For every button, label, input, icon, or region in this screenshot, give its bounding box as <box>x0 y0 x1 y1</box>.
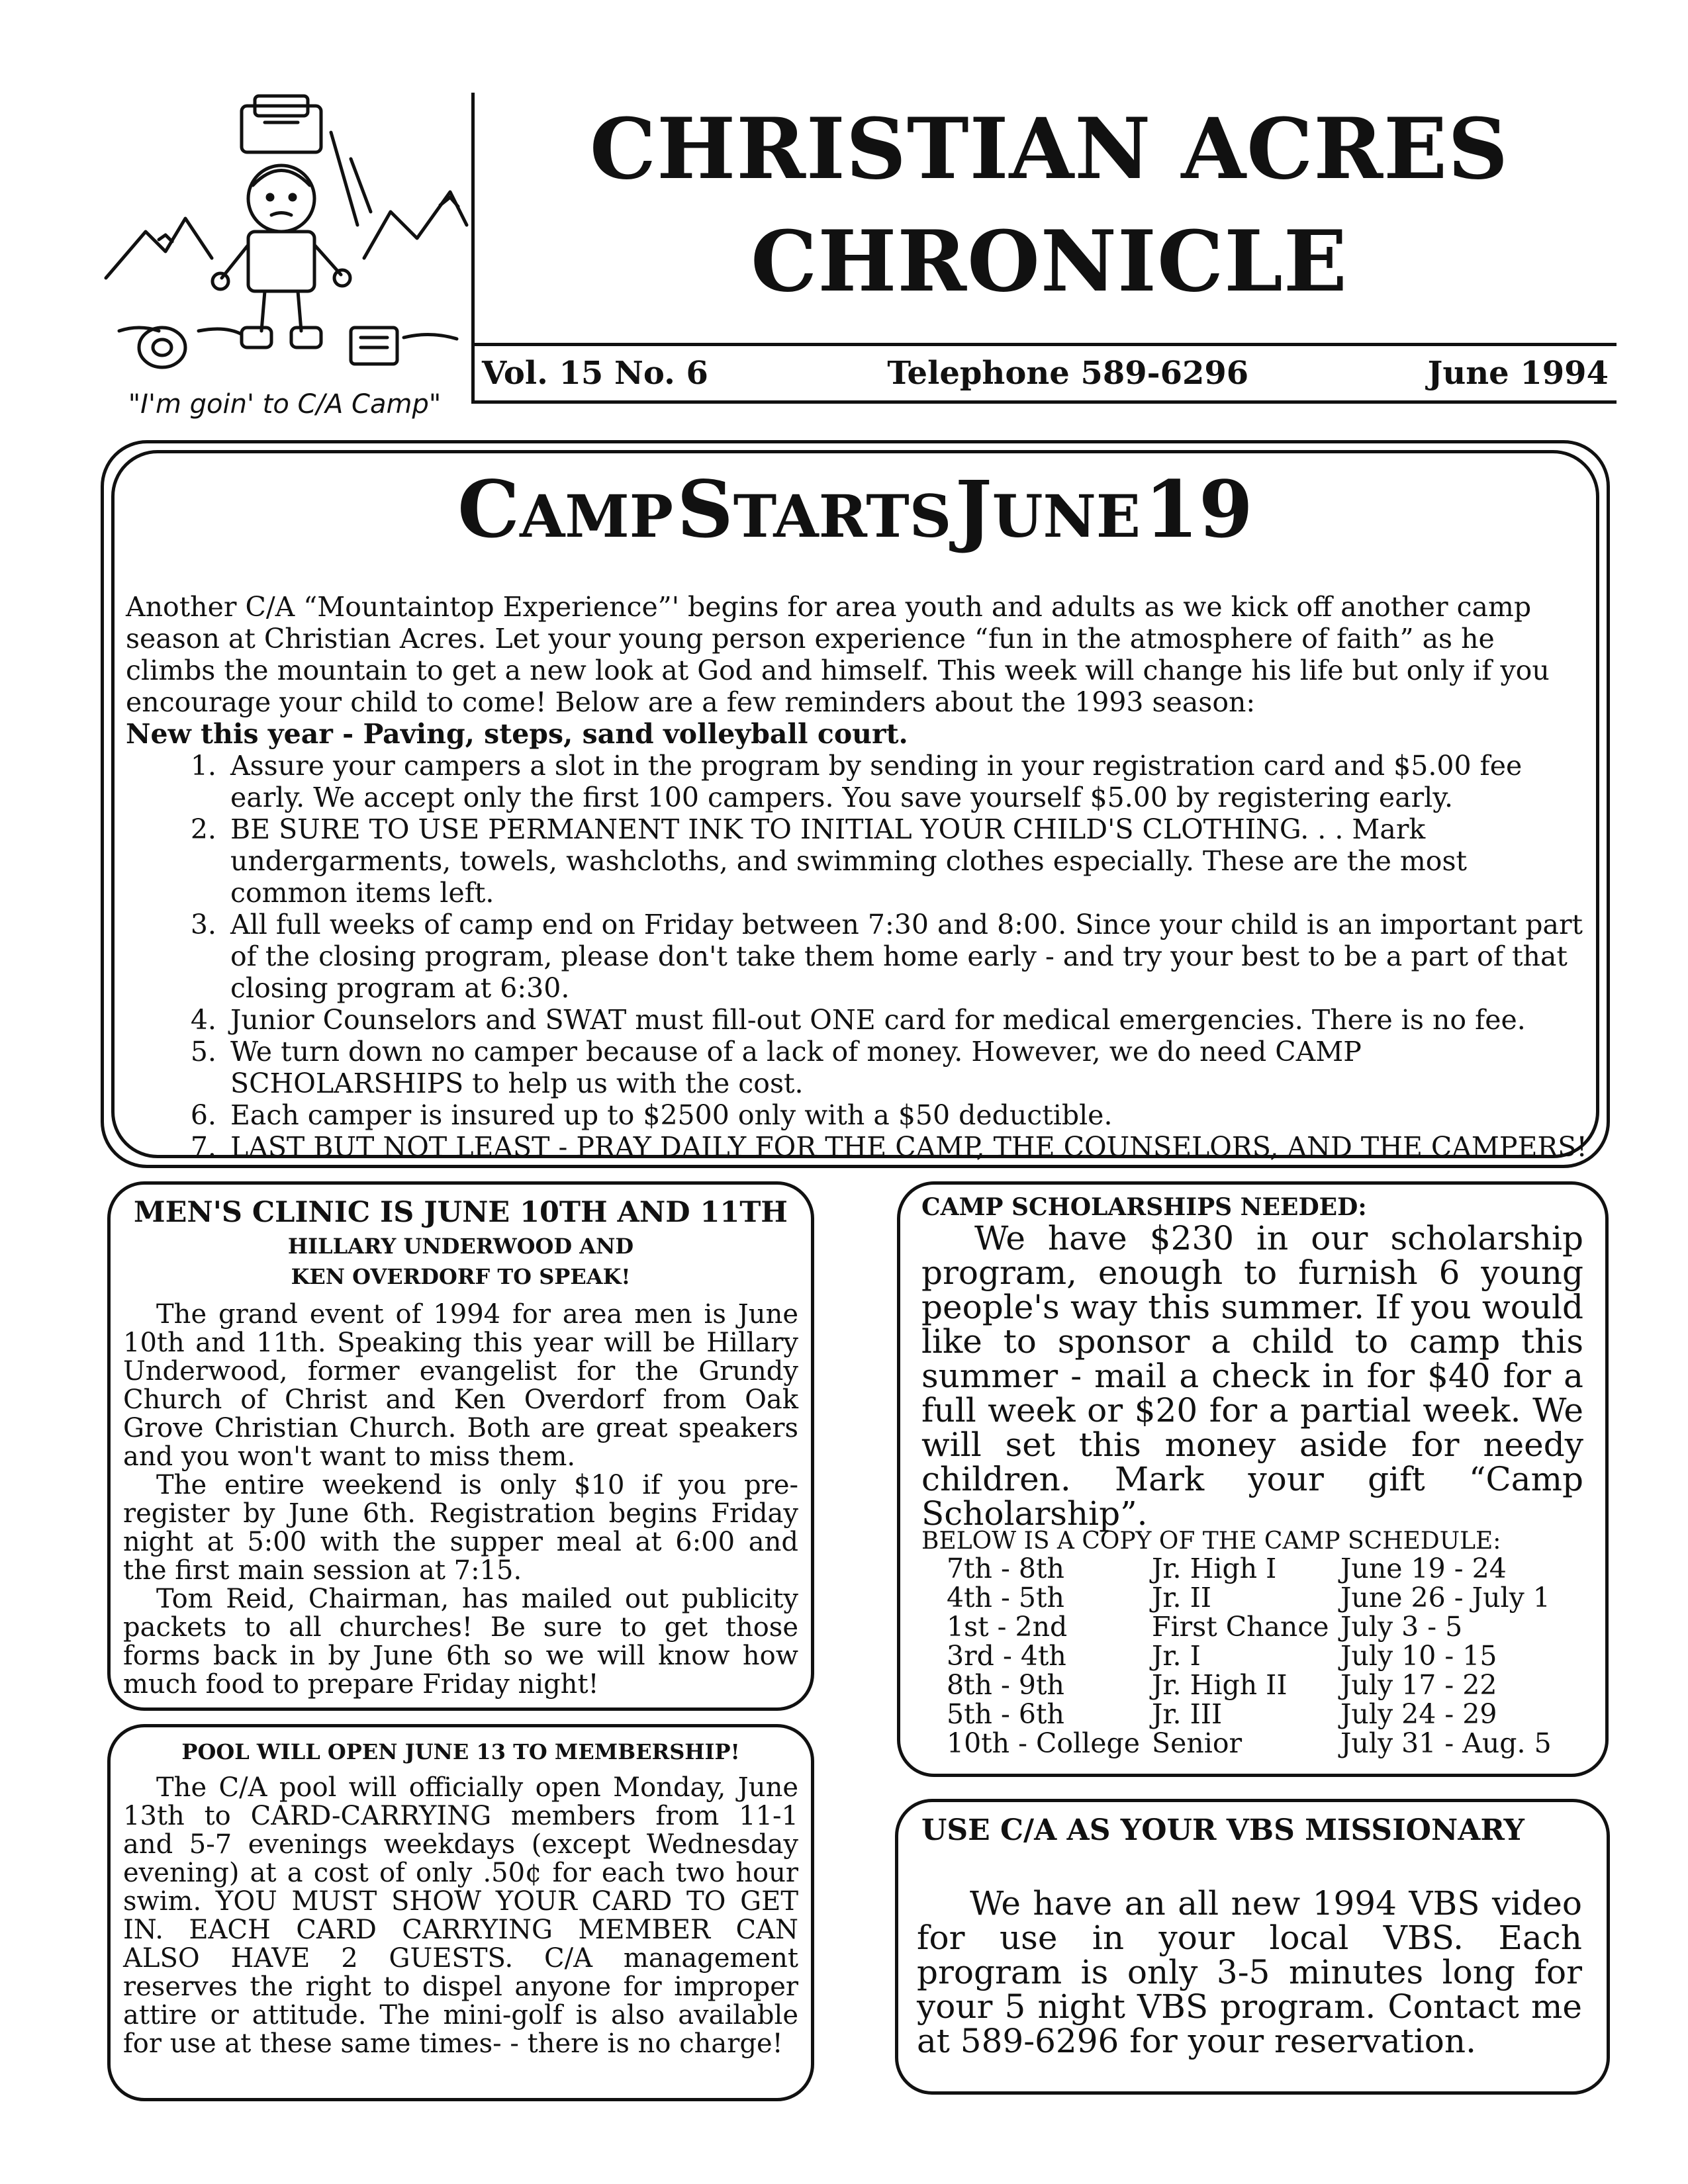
mens-clinic-subheadline: HILLARY UNDERWOOD AND KEN OVERDORF TO SPEAK! <box>287 1234 634 1289</box>
issue-info-bar <box>482 349 1609 397</box>
mens-clinic-body <box>123 1300 798 1699</box>
issue-date: June 1994 <box>1427 355 1609 392</box>
table-row: 7th - 8th Jr. High I June 19 - 24 <box>947 1553 1507 1584</box>
telephone: Telephone 589-6296 <box>887 355 1249 392</box>
list-item: 3. All full weeks of camp end on Friday between 7:30 and 8:00. Since your child is an important part of the closing program, please don't take them home early - and try your best to be a part of that closing program at 6:30. <box>225 909 1589 1004</box>
pool-body <box>123 1774 798 2058</box>
table-row: 1st - 2nd First Chance July 3 - 5 <box>947 1611 1463 1643</box>
table-row: 3rd - 4th Jr. I July 10 - 15 <box>947 1640 1497 1672</box>
camp-schedule-table <box>947 1554 1552 1758</box>
list-item: 6. Each camper is insured up to $2500 only with a $50 deductible. <box>225 1099 1589 1131</box>
list-item: 4. Junior Counselors and SWAT must fill-out ONE card for medical emergencies. There is no fee. <box>225 1004 1589 1036</box>
table-row: 4th - 5th Jr. II June 26 - July 1 <box>947 1582 1550 1614</box>
newsletter-title-line1: CHRISTIAN ACRES <box>589 100 1509 198</box>
masthead-divider-vertical <box>471 93 475 404</box>
newsletter-title-line2: CHRONICLE <box>751 212 1348 310</box>
volume-number: Vol. 15 No. 6 <box>482 355 708 392</box>
camp-article-body <box>126 591 1589 1163</box>
masthead-rule-top <box>471 343 1617 346</box>
pool-headline: POOL WILL OPEN JUNE 13 TO MEMBERSHIP! <box>181 1739 740 1764</box>
camper-logo-illustration <box>99 93 470 384</box>
table-row: 8th - 9th Jr. High II July 17 - 22 <box>947 1669 1497 1701</box>
paragraph: We have $230 in our scholarship program, enough to furnish 6 young people's way this summer. If you would like to sponsor a child to camp this summer - mail a check in for $40 for a full week or $20 for a partial week. We will set this money aside for needy children. Mark your gift “Camp Scholarship”. <box>921 1219 1583 1533</box>
list-item: 5. We turn down no camper because of a lack of money. However, we do need CAMP SCHOLARSHIPS to help us with the cost. <box>225 1036 1589 1099</box>
vbs-headline: USE C/A AS YOUR VBS MISSIONARY <box>921 1813 1524 1847</box>
table-row: 5th - 6th Jr. III July 24 - 29 <box>947 1698 1497 1730</box>
masthead-rule-bottom <box>471 400 1617 404</box>
scholarships-headline: CAMP SCHOLARSHIPS NEEDED: <box>921 1193 1367 1221</box>
schedule-heading: BELOW IS A COPY OF THE CAMP SCHEDULE: <box>921 1527 1501 1555</box>
logo-caption: "I'm goin' to C/A Camp" <box>128 389 442 420</box>
newsletter-title <box>483 93 1615 318</box>
camp-headline: CAMP STARTS JUNE 19 <box>457 463 1253 555</box>
table-row: 10th - College Senior July 31 - Aug. 5 <box>947 1727 1552 1759</box>
paragraph: The grand event of 1994 for area men is June 10th and 11th. Speaking this year will be Hillary Underwood, former evangelist for the Grundy Church of Christ and Ken Overdorf from Oak Grove Christian Church. Both are great speakers and you won't want to miss them. <box>123 1299 798 1472</box>
paragraph: The C/A pool will officially open Monday, June 13th to CARD-CARRYING members from 11-1 and 5-7 evenings weekdays (except Wednesday evening) at a cost of only .50¢ for each two hour swim. YOU MUST SHOW YOUR CARD TO GET IN. EACH CARD CARRYING MEMBER CAN ALSO HAVE 2 GUESTS. C/A management reserves the right to dispel anyone for improper attire or attitude. The mini-golf is also available for use at these same times- - there is no charge! <box>123 1772 798 2059</box>
camp-reminders-list <box>126 750 1589 1163</box>
mens-clinic-headline: MEN'S CLINIC IS JUNE 10TH AND 11TH <box>134 1196 788 1229</box>
paragraph: Tom Reid, Chairman, has mailed out publicity packets to all churches! Be sure to get those forms back in by June 6th so we will know how much food to prepare Friday night! <box>123 1584 798 1700</box>
list-item: 1. Assure your campers a slot in the program by sending in your registration card and $5.00 fee early. We accept only the first 100 campers. You save yourself $5.00 by registering early. <box>225 750 1589 813</box>
paragraph: The entire weekend is only $10 if you pre-register by June 6th. Registration begins Friday night at 5:00 with the supper meal at 6:00 and the first main session at 7:15. <box>123 1470 798 1586</box>
camp-new-this-year: New this year - Paving, steps, sand volleyball court. <box>126 718 908 750</box>
list-item: 2. BE SURE TO USE PERMANENT INK TO INITIAL YOUR CHILD'S CLOTHING. . . Mark undergarments, towels, washcloths, and swimming clothes especially. These are the most common items left. <box>225 813 1589 909</box>
camp-intro: Another C/A “Mountaintop Experience”' begins for area youth and adults as we kick off another camp season at Christian Acres. Let your young person experience “fun in the atmosphere of faith” as he climbs the mountain to get a new look at God and himself. This week will change his life but only if you encourage your child to come! Below are a few reminders about the 1993 season: <box>126 591 1550 718</box>
scholarships-body <box>921 1221 1583 1531</box>
vbs-body <box>917 1886 1582 2058</box>
paragraph: We have an all new 1994 VBS video for use in your local VBS. Each program is only 3-5 minutes long for your 5 night VBS program. Contact me at 589-6296 for your reservation. <box>917 1884 1582 2060</box>
list-item: 7. LAST BUT NOT LEAST - PRAY DAILY FOR THE CAMP, THE COUNSELORS, AND THE CAMPERS! <box>225 1131 1589 1163</box>
